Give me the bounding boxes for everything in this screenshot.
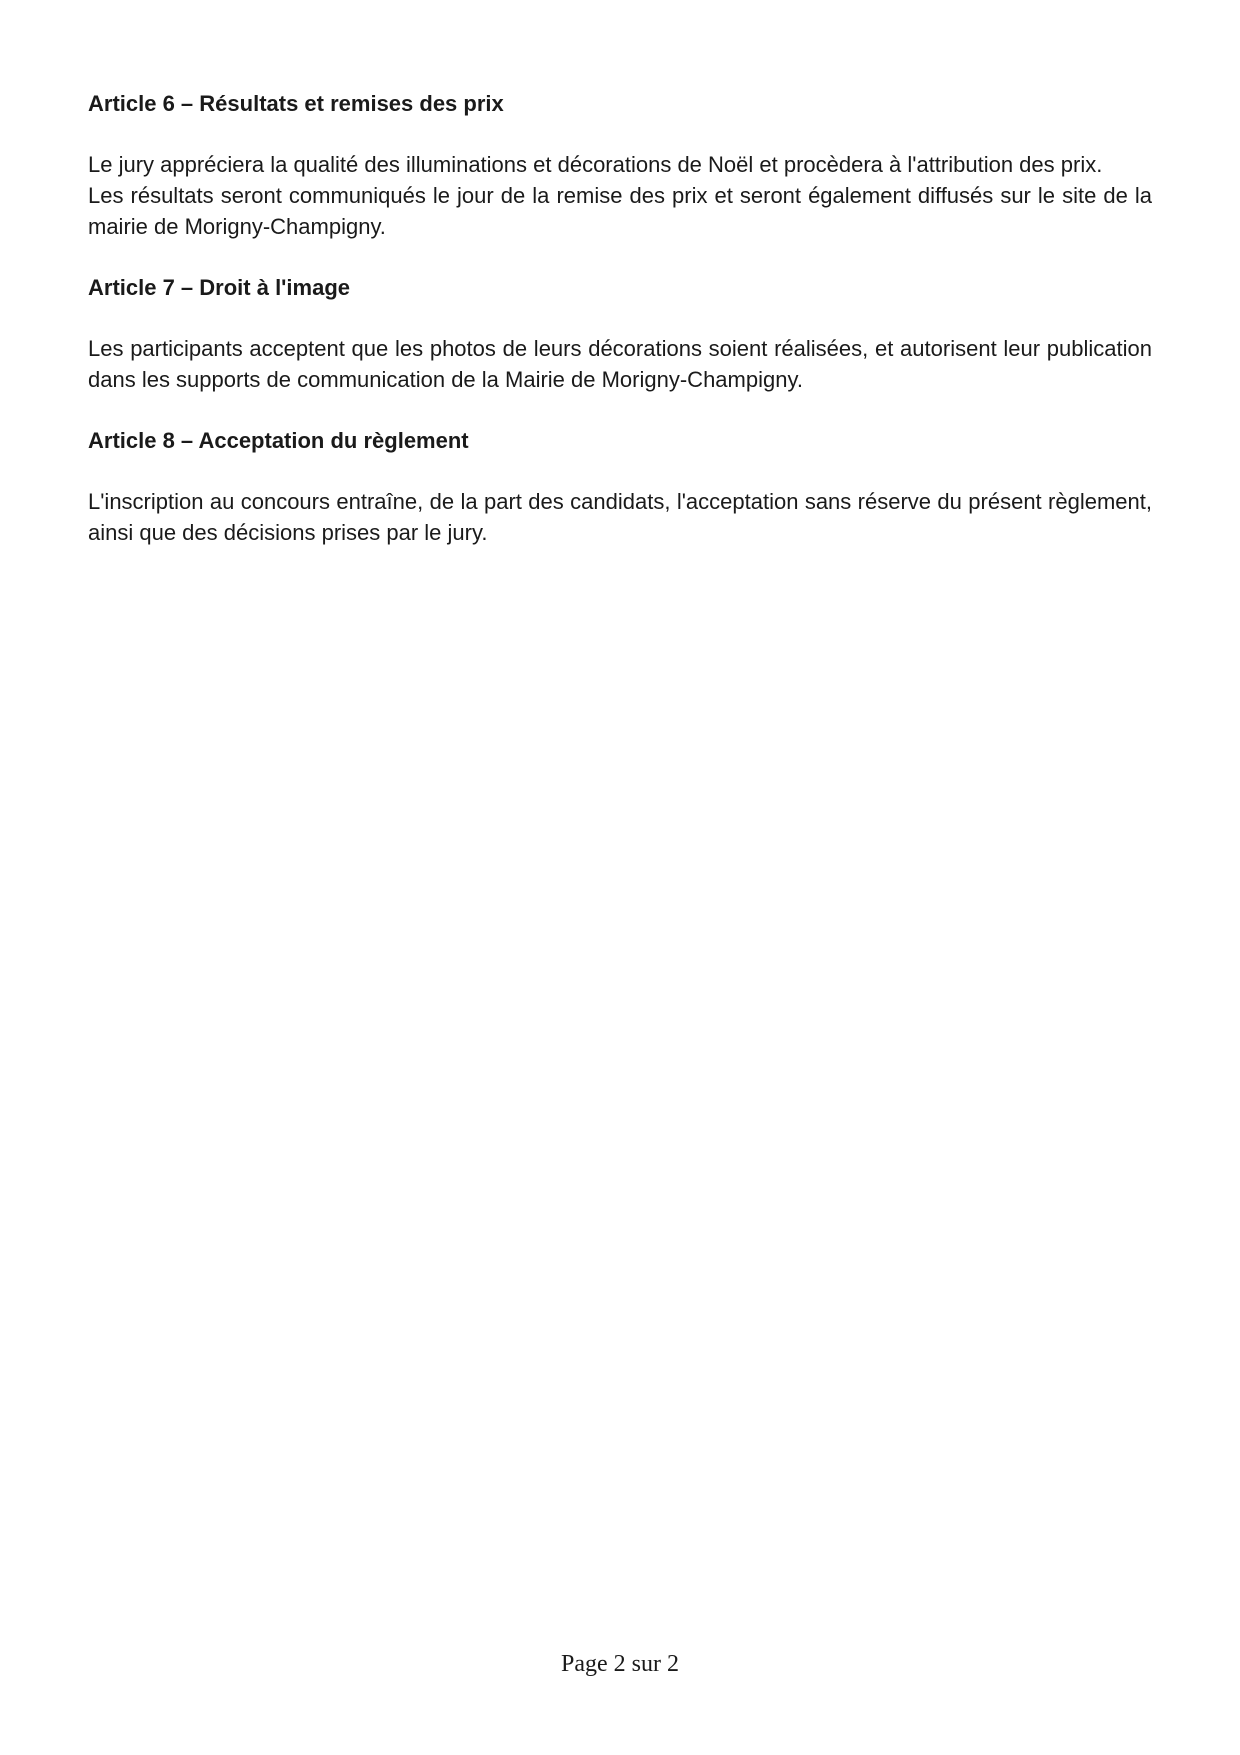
article-6-paragraph-1: Le jury appréciera la qualité des illuminations et décorations de Noël et procèdera à l'attribution des prix. — [88, 152, 1103, 177]
article-8 — [88, 425, 1152, 548]
article-7-title: Article 7 – Droit à l'image — [88, 275, 350, 300]
article-7-paragraph-1: Les participants acceptent que les photos de leurs décorations soient réalisées, et autorisent leur publication dans les supports de communication de la Mairie de Morigny-Champigny. — [88, 336, 1152, 392]
document-body — [88, 88, 1152, 578]
article-6-title: Article 6 – Résultats et remises des prix — [88, 91, 504, 116]
page-number-footer: Page 2 sur 2 — [561, 1651, 679, 1677]
article-6 — [88, 88, 1152, 242]
article-8-paragraph-1: L'inscription au concours entraîne, de la part des candidats, l'acceptation sans réserve du présent règlement, ainsi que des décisions prises par le jury. — [88, 489, 1152, 545]
article-7 — [88, 272, 1152, 395]
article-8-title: Article 8 – Acceptation du règlement — [88, 428, 469, 453]
article-6-paragraph-2: Les résultats seront communiqués le jour de la remise des prix et seront également diffusés sur le site de la mairie de Morigny-Champigny. — [88, 183, 1152, 239]
